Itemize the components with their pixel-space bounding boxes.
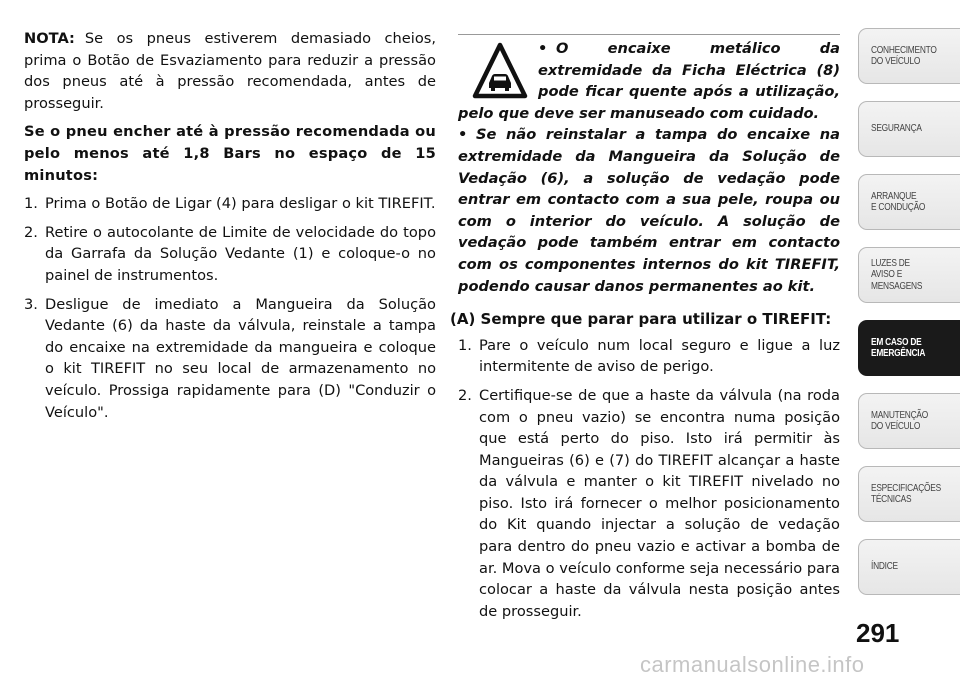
- warning-triangle-car-icon: [472, 42, 528, 100]
- tab-indice[interactable]: ÍNDICE: [858, 539, 960, 595]
- tab-seguranca[interactable]: SEGURANÇA: [858, 101, 960, 157]
- right-column: [450, 34, 840, 629]
- list-item: 2. Certifique-se de que a haste da válvula (na roda com o pneu vazio) se encontra numa posição que está perto do piso. Isto irá permitir às Mangueiras (6) e (7) do TIREFIT alcançar a haste da válvula e manter o kit TIREFIT nivelado no piso. Isto irá fornecer o melhor posicionamento do Kit quando injectar a solução de vedação para dentro do pneu vazio e activar a bomba de ar. Mova o veículo conforme seja necessário para colocar a haste da válvula nesta posição antes de prosseguir.: [458, 386, 840, 620]
- tab-especificacoes[interactable]: ESPECIFICAÇÕES TÉCNICAS: [858, 466, 960, 522]
- list-item: 2. Retire o autocolante de Limite de velocidade do topo da Garrafa da Solução Vedante (1) e coloque-o no painel de instrumentos.: [24, 223, 436, 284]
- nota-paragraph: [24, 28, 436, 114]
- chapter-tabs: [858, 28, 960, 612]
- left-steps-list: [24, 193, 436, 423]
- page-number: 291: [856, 618, 900, 648]
- left-column: [24, 28, 436, 430]
- condition-heading: Se o pneu encher até à pressão recomendada ou pelo menos até 1,8 Bars no espaço de 15 minutos:: [24, 123, 436, 184]
- tab-conhecimento[interactable]: CONHECIMENTO DO VEÍCULO: [858, 28, 960, 84]
- watermark: carmanualsonline.info: [640, 652, 865, 677]
- warning-box: [458, 34, 840, 297]
- warning-bullet: • Se não reinstalar a tampa do encaixe na extremidade da Mangueira da Solução de Vedação (6), a solução de vedação pode entrar em contacto com a sua pele, roupa ou com o interior do veículo. A solução de vedação pode também entrar em contacto com os componentes internos do kit TIREFIT, podendo causar danos permanentes ao kit.: [458, 126, 840, 295]
- right-steps-list: [458, 335, 840, 623]
- list-item: 1. Prima o Botão de Ligar (4) para desligar o kit TIREFIT.: [24, 195, 436, 213]
- list-item: 1. Pare o veículo num local seguro e ligue a luz intermitente de aviso de perigo.: [458, 336, 840, 376]
- tab-emergencia[interactable]: EM CASO DE EMERGÊNCIA: [858, 320, 960, 376]
- warning-bullet: • O encaixe metálico da extremidade da Ficha Eléctrica (8) pode ficar quente após a utilização, pelo que deve ser manuseado com cuidado.: [458, 40, 840, 122]
- tab-manutencao[interactable]: MANUTENÇÃO DO VEÍCULO: [858, 393, 960, 449]
- section-heading: (A) Sempre que parar para utilizar o TIREFIT:: [450, 310, 832, 329]
- nota-label: NOTA:: [24, 30, 75, 47]
- tab-luzes[interactable]: LUZES DE AVISO E MENSAGENS: [858, 247, 960, 303]
- list-item: 3. Desligue de imediato a Mangueira da Solução Vedante (6) da haste da válvula, reinstale a tampa do encaixe na extremidade da mangueira e coloque o kit TIREFIT no seu local de armazenamento no veículo. Prossiga rapidamente para (D) "Conduzir o Veículo".: [24, 295, 436, 421]
- tab-arranque[interactable]: ARRANQUE E CONDUÇÃO: [858, 174, 960, 230]
- nota-text: Se os pneus estiverem demasiado cheios, prima o Botão de Esvaziamento para reduzir a pressão dos pneus até à pressão recomendada, antes de prosseguir.: [24, 30, 436, 112]
